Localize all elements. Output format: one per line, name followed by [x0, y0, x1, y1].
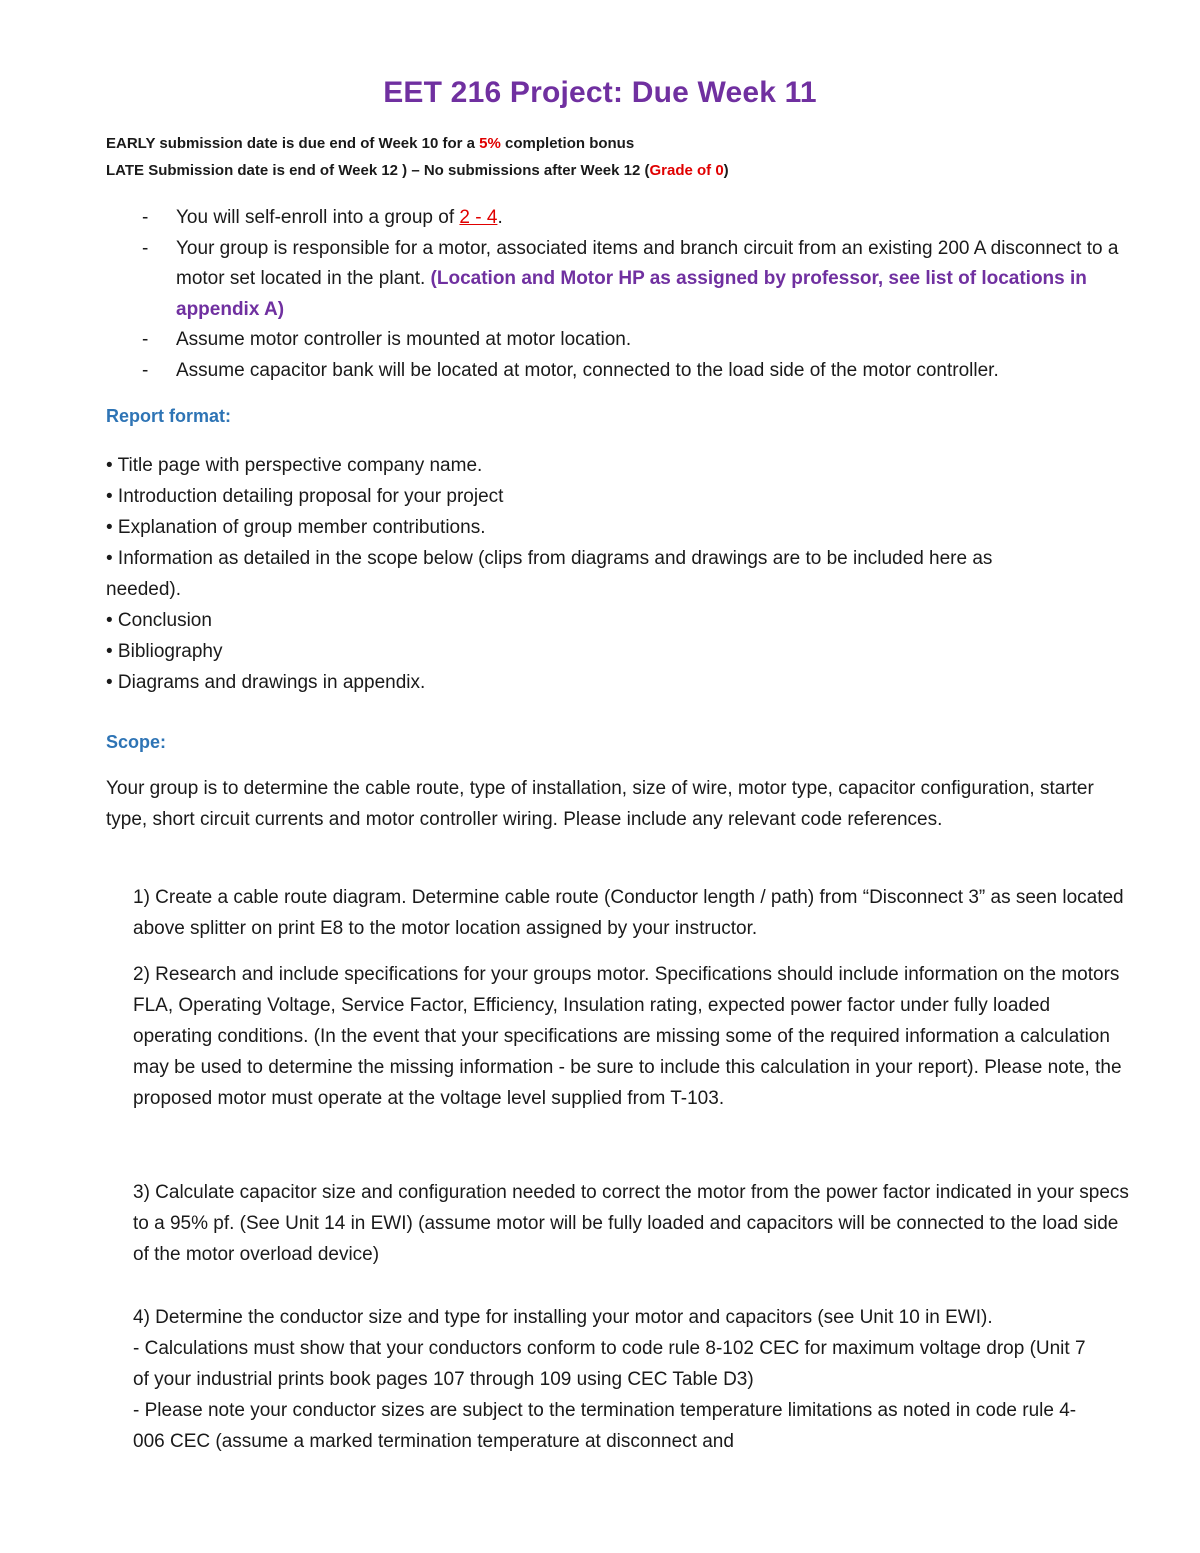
report-format-heading: Report format:: [106, 406, 231, 426]
list-item: • Introduction detailing proposal for your project: [106, 486, 504, 507]
requirement-text: Your group is responsible for a motor, associated items and branch circuit from an existing 200 A disconnect to a motor set located in the plant.: [176, 237, 1119, 289]
late-grade: Grade of 0: [649, 162, 724, 179]
requirement-text: Assume capacitor bank will be located at motor, connected to the load side of the motor controller.: [176, 359, 999, 381]
bonus-percent: 5%: [479, 135, 501, 152]
list-item: • Explanation of group member contributions.: [106, 517, 486, 538]
page-title: EET 216 Project: Due Week 11: [383, 76, 817, 109]
scope-intro: Your group is to determine the cable route, type of installation, size of wire, motor type, capacitor configuration, starter type, short circuit currents and motor controller wiring. Please include any relevant code references.: [106, 778, 1094, 830]
list-item: • Information as detailed in the scope below (clips from diagrams and drawings are to be included here as needed).: [106, 548, 993, 600]
requirements-list: [142, 203, 1152, 386]
scope-step-1: 1) Create a cable route diagram. Determine cable route (Conductor length / path) from “Disconnect 3” as seen located above splitter on print E8 to the motor location assigned by your instructor.: [133, 887, 1124, 939]
list-item: • Title page with perspective company name.: [106, 455, 483, 476]
requirement-text-end: .: [497, 207, 503, 228]
location-assignment-note: (Location and Motor HP as assigned by professor, see list of locations in appendix A): [176, 268, 1087, 320]
scope-step-2: 2) Research and include specifications for your groups motor. Specifications should include information on the motors FLA, Operating Voltage, Service Factor, Efficiency, Insulation rating, expected power factor under fully loaded operating conditions. (In the event that your specifications are missing some of the required information a calculation may be used to determine the missing information - be sure to include this calculation in your report). Please note, the proposed motor must operate at the voltage level supplied from T-103.: [133, 964, 1122, 1109]
list-item: • Diagrams and drawings in appendix.: [106, 672, 426, 693]
early-submission-note: [106, 135, 634, 152]
scope-step-4-line-1: 4) Determine the conductor size and type for installing your motor and capacitors (see Unit 10 in EWI).: [133, 1307, 993, 1328]
list-item: • Conclusion: [106, 610, 212, 631]
requirement-item: [142, 356, 1152, 387]
early-text-end: completion bonus: [500, 135, 635, 152]
requirement-item: [142, 234, 1152, 326]
requirement-item: [142, 325, 1152, 356]
late-text: LATE Submission date is end of Week 12 ) – No submissions after Week 12 (: [106, 162, 650, 179]
requirement-item: [142, 203, 1152, 234]
scope-step-3: 3) Calculate capacitor size and configuration needed to correct the motor from the power factor indicated in your specs to a 95% pf. (See Unit 14 in EWI) (assume motor will be fully loaded and capacitors will be connected to the load side of the motor overload device): [133, 1182, 1129, 1265]
scope-heading: Scope:: [106, 732, 167, 752]
group-size: 2 - 4: [459, 207, 498, 228]
requirement-text: Assume motor controller is mounted at motor location.: [176, 329, 632, 350]
early-text: EARLY submission date is due end of Week 10 for a: [106, 135, 480, 152]
requirement-text: You will self-enroll into a group of: [176, 207, 460, 228]
scope-step-4-line-3: - Please note your conductor sizes are subject to the termination temperature limitations as noted in code rule 4-006 CEC (assume a marked termination temperature at disconnect and: [133, 1400, 1077, 1452]
list-item: • Bibliography: [106, 641, 223, 662]
late-submission-note: [106, 162, 729, 179]
late-text-end: ): [723, 162, 729, 179]
report-format-list: [106, 450, 1106, 698]
scope-step-4-line-2: - Calculations must show that your conductors conform to code rule 8-102 CEC for maximum voltage drop (Unit 7 of your industrial prints book pages 107 through 109 using CEC Table D3): [133, 1338, 1086, 1390]
